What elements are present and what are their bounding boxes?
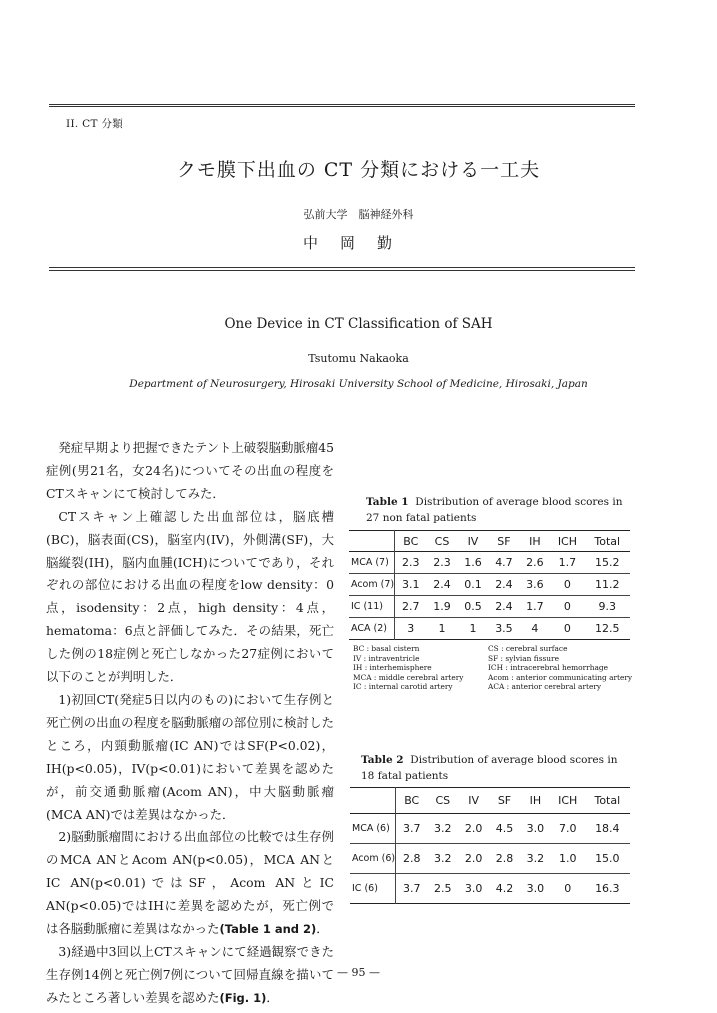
row-label: MCA (6) [350, 814, 396, 844]
table1-col-cs: CS [434, 534, 450, 548]
table2-col-cs: CS [435, 794, 451, 807]
japanese-title: クモ膜下出血の CT 分類における一工夫 [176, 159, 541, 181]
table1-corner [349, 531, 395, 552]
table-cell: 2.6 [526, 556, 544, 569]
table2-label: Table 2 [361, 754, 404, 766]
table2-caption [361, 752, 631, 784]
table-cell: 1.7 [558, 556, 577, 569]
table1-col-bc: BC [403, 534, 419, 548]
table-cell: 3.6 [526, 578, 544, 591]
table-cell: 15.0 [595, 852, 620, 865]
table1-col-ich: ICH [557, 534, 578, 548]
legend-entry: ACA : anterior cerebral artery [488, 682, 602, 691]
table1 [349, 530, 630, 640]
paragraph-4-end: ． [316, 921, 329, 937]
legend-entry: IC : internal carotid artery [353, 682, 453, 691]
table-cell: 3.7 [402, 822, 421, 835]
top-rule [49, 104, 635, 105]
table1-caption-text: Distribution of average blood scores in 27 non fatal patients [366, 496, 623, 524]
table1-caption [366, 494, 636, 526]
page-number: — 95 — [337, 966, 380, 979]
table-cell: 12.5 [594, 622, 620, 635]
table1-legend [353, 644, 638, 692]
paragraph-5-end: ． [266, 989, 279, 1005]
table1-col-iv: IV [467, 534, 479, 548]
table2-col-ich: ICH [558, 794, 578, 807]
table-cell: 18.4 [595, 822, 620, 835]
table-cell: 3.1 [402, 578, 420, 591]
legend-entry: CS : cerebral surface [488, 644, 568, 653]
japanese-author: 中岡勤 [302, 234, 414, 252]
table-cell: 2.4 [433, 578, 451, 591]
middle-rule-2 [49, 270, 635, 271]
english-title: One Device in CT Classification of SAH [224, 316, 493, 332]
table-row [349, 596, 630, 618]
table-cell: 4.7 [495, 556, 513, 569]
table1-col-total: Total [594, 534, 621, 548]
table-cell: 11.2 [594, 578, 620, 591]
legend-entry: ICH : intracerebral hemorrhage [488, 663, 608, 672]
table-cell: 1.0 [558, 852, 577, 865]
table-cell: 16.3 [595, 882, 620, 895]
legend-entry: Acom : anterior communicating artery [488, 672, 633, 682]
table-cell: 3.7 [402, 882, 421, 895]
table-cell: 3.0 [526, 822, 545, 835]
table1-label: Table 1 [366, 496, 409, 508]
row-label: IC (11) [349, 596, 395, 618]
legend-row [353, 654, 638, 664]
table-cell: 1.9 [433, 600, 451, 613]
table-cell: 3 [407, 622, 415, 635]
table-cell: 2.4 [495, 600, 513, 613]
table-row [350, 874, 630, 904]
table-row [349, 574, 630, 596]
table-row [349, 618, 630, 640]
table-cell: 3.2 [526, 852, 545, 865]
table-cell: 0 [563, 600, 571, 613]
legend-row [353, 663, 638, 673]
table-cell: 2.3 [433, 556, 451, 569]
paragraph-5-text: 3)経過中3回以上CTスキャンにて経過観察できた生存例14例と死亡例7例について回帰直線を描いてみたところ著しい差異を認めた [46, 943, 334, 1005]
table-cell: 2.4 [495, 578, 513, 591]
table-cell: 2.8 [495, 852, 514, 865]
table-cell: 2.7 [402, 600, 420, 613]
table2-corner [350, 788, 396, 814]
legend-row [353, 644, 638, 654]
table1-grid [349, 530, 630, 640]
table-cell: 1.6 [464, 556, 482, 569]
legend-row [353, 682, 638, 692]
legend-row [353, 673, 638, 683]
english-department: Department of Neurosurgery, Hirosaki University School of Medicine, Hirosaki, Japan [129, 378, 588, 390]
table2-col-sf: SF [497, 794, 512, 807]
table-cell: 1.7 [526, 600, 544, 613]
middle-rule [49, 267, 635, 268]
table-cell: 4.5 [495, 822, 514, 835]
table2-grid [350, 787, 630, 904]
legend-entry: BC : basal cistern [353, 644, 420, 653]
table-cell: 0.5 [464, 600, 482, 613]
table-cell: 2.5 [434, 882, 452, 895]
row-label: ACA (2) [349, 618, 395, 640]
table1-col-sf: SF [497, 534, 511, 548]
section-label: II. CT 分類 [66, 118, 124, 130]
table2-col-bc: BC [404, 794, 420, 807]
table-cell: 15.2 [594, 556, 620, 569]
table-cell: 0 [563, 622, 571, 635]
table2-col-total: Total [594, 794, 621, 807]
japanese-affiliation: 弘前大学 脳神経外科 [303, 208, 414, 221]
table-row [350, 844, 630, 874]
table-cell: 3.0 [464, 882, 483, 895]
table-reference: (Table 1 and 2) [219, 922, 317, 937]
row-label: MCA (7) [349, 552, 395, 574]
table-cell: 7.0 [558, 822, 577, 835]
legend-entry: SF : sylvian fissure [488, 653, 559, 663]
table2-col-iv: IV [468, 794, 480, 807]
table-cell: 0 [563, 578, 571, 591]
table-cell: 1 [469, 622, 477, 635]
paragraph-1: 発症早期より把握できたテント上破裂脳動脈瘤45症例(男21名，女24名)についてその出血の程度をCTスキャンにて検討してみた． [46, 440, 334, 501]
paragraph-4-text: 2)脳動脈瘤間における出血部位の比較では生存例のMCA ANとAcom AN(p<0.05)，MCA ANとIC AN(p<0.01)ではSF，Acom ANとIC AN(p<0.05)ではIHに差異を認めたが，死亡例では各脳動脈瘤に差異はなかった [46, 829, 334, 937]
table-cell: 0.1 [464, 578, 482, 591]
paragraph-2: CTスキャン上確認した出血部位は，脳底槽(BC)，脳表面(CS)，脳室内(IV)，外側溝(SF)，大脳縦裂(IH)，脳内血腫(ICH)についてであり，それぞれの部位における出血の程度をlow density：0点，isodensity：2点，high density：4点，hematoma：6点と評価してみた．その結果，死亡した例の18症例と死亡しなかった27症例において以下のことが判明した． [46, 508, 334, 685]
table-row [349, 552, 630, 574]
row-label: Acom (7) [349, 574, 395, 596]
table-cell: 2.8 [402, 852, 421, 865]
table-cell: 4.2 [495, 882, 514, 895]
table2-caption-text: Distribution of average blood scores in 18 fatal patients [361, 754, 618, 782]
table-cell: 2.3 [402, 556, 420, 569]
row-label: Acom (6) [350, 844, 396, 874]
table-cell: 0 [564, 882, 572, 895]
legend-entry: MCA : middle cerebral artery [353, 672, 464, 682]
legend-entry: IV : intraventricle [353, 653, 420, 663]
table-cell: 2.0 [464, 852, 483, 865]
table-cell: 1 [438, 622, 446, 635]
table-cell: 2.0 [464, 822, 483, 835]
table-cell: 3.2 [434, 852, 452, 865]
table-cell: 3.2 [434, 822, 452, 835]
table2-col-ih: IH [529, 794, 542, 807]
figure-reference: (Fig. 1) [219, 990, 267, 1005]
table-cell: 3.0 [526, 882, 545, 895]
table-cell: 3.5 [495, 622, 513, 635]
top-rule-2 [49, 106, 635, 107]
table2 [350, 787, 630, 904]
paragraph-4 [46, 826, 334, 941]
table-cell: 4 [531, 622, 539, 635]
table1-col-ih: IH [529, 534, 541, 548]
body-text [46, 437, 334, 1010]
table-cell: 9.3 [598, 600, 616, 613]
paragraph-3: 1)初回CT(発症5日以内のもの)において生存例と死亡例の出血の程度を脳動脈瘤の部位別に検討したところ，内頸動脈瘤(IC AN)ではSF(P<0.02)，IH(p<0.05)，IV(p<0.01)において差異を認めたが，前交通動脈瘤(Acom AN)，中大脳動脈瘤(MCA AN)では差異はなかった． [46, 691, 334, 822]
row-label: IC (6) [350, 874, 396, 904]
legend-entry: IH : interhemisphere [353, 663, 432, 672]
table-row [350, 814, 630, 844]
english-author: Tsutomu Nakaoka [308, 352, 409, 365]
